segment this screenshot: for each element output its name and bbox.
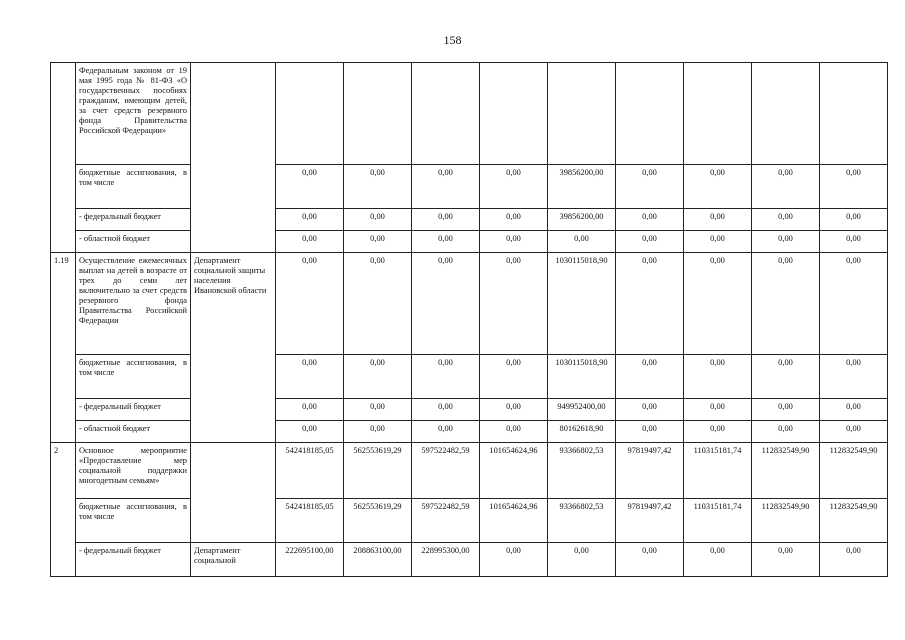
value-cell: 97819497,42: [616, 443, 684, 499]
value-cell: 0,00: [684, 231, 752, 253]
value-cell: 1030115018,90: [548, 253, 616, 355]
value-cell: 0,00: [412, 421, 480, 443]
value-cell: 0,00: [752, 355, 820, 399]
row-description: - федеральный бюджет: [76, 399, 191, 421]
value-cell: 0,00: [820, 253, 888, 355]
value-cell: 0,00: [480, 399, 548, 421]
row-description: Федеральным законом от 19 мая 1995 года № 81-ФЗ «О государственных пособиях гражданам, имеющим детей, за счет средств резервного фонда Правительства Российской Федерации»: [76, 63, 191, 165]
row-description: Осуществление ежемесячных выплат на детей в возрасте от трех до семи лет включительно за счет средств резервного фонда Правительства Российской Федерации: [76, 253, 191, 355]
table-row: [51, 63, 888, 165]
table-row: [51, 355, 888, 399]
table-row: [51, 209, 888, 231]
value-cell: 0,00: [684, 399, 752, 421]
value-cell: 0,00: [684, 355, 752, 399]
value-cell: 0,00: [480, 253, 548, 355]
value-cell: 39856200,00: [548, 165, 616, 209]
value-cell: 0,00: [820, 209, 888, 231]
row-description: бюджетные ассигнования, в том числе: [76, 165, 191, 209]
value-cell: 80162618,90: [548, 421, 616, 443]
value-cell: 0,00: [752, 399, 820, 421]
value-cell: 0,00: [752, 543, 820, 577]
value-cell: 0,00: [616, 355, 684, 399]
value-cell: 0,00: [480, 421, 548, 443]
value-cell: 0,00: [480, 165, 548, 209]
value-cell: 0,00: [412, 209, 480, 231]
value-cell: 0,00: [684, 421, 752, 443]
value-cell: 228995300,00: [412, 543, 480, 577]
value-cell: 0,00: [684, 253, 752, 355]
value-cell: 0,00: [344, 355, 412, 399]
value-cell: 597522482,59: [412, 499, 480, 543]
budget-table: [50, 62, 888, 577]
row-department: Департамент социальной: [191, 543, 276, 577]
row-description: - областной бюджет: [76, 421, 191, 443]
value-cell: 208863100,00: [344, 543, 412, 577]
value-cell: 0,00: [752, 253, 820, 355]
value-cell: 93366802,53: [548, 499, 616, 543]
value-cell: 0,00: [820, 231, 888, 253]
table-row: [51, 399, 888, 421]
value-cell: 0,00: [344, 253, 412, 355]
row-index: 2: [51, 443, 76, 577]
value-cell: 0,00: [616, 253, 684, 355]
value-cell: 0,00: [480, 355, 548, 399]
row-department: Департамент социальной защиты населения Ивановской области: [191, 253, 276, 443]
value-cell: 0,00: [344, 231, 412, 253]
value-cell: 1030115018,90: [548, 355, 616, 399]
row-description: бюджетные ассигнования, в том числе: [76, 499, 191, 543]
value-cell: 0,00: [616, 543, 684, 577]
value-cell: 112832549,90: [820, 443, 888, 499]
value-cell: 0,00: [276, 165, 344, 209]
value-cell: 0,00: [548, 543, 616, 577]
value-cell: 39856200,00: [548, 209, 616, 231]
table-row: [51, 421, 888, 443]
table-row: [51, 253, 888, 355]
value-cell: 101654624,96: [480, 499, 548, 543]
value-cell: 0,00: [344, 421, 412, 443]
value-cell: 93366802,53: [548, 443, 616, 499]
value-cell: 0,00: [344, 399, 412, 421]
value-cell: 112832549,90: [752, 499, 820, 543]
table-row: [51, 231, 888, 253]
table-row: [51, 499, 888, 543]
value-cell: 0,00: [276, 209, 344, 231]
row-description: - областной бюджет: [76, 231, 191, 253]
value-cell: 0,00: [752, 209, 820, 231]
table-row: [51, 443, 888, 499]
value-cell: 0,00: [548, 231, 616, 253]
value-cell: 0,00: [820, 421, 888, 443]
value-cell: 0,00: [412, 399, 480, 421]
value-cell: 0,00: [276, 421, 344, 443]
value-cell: 0,00: [684, 543, 752, 577]
value-cell: 0,00: [684, 165, 752, 209]
value-cell: 110315181,74: [684, 499, 752, 543]
value-cell: 0,00: [616, 231, 684, 253]
value-cell: 0,00: [480, 543, 548, 577]
row-description: - федеральный бюджет: [76, 209, 191, 231]
value-cell: 0,00: [276, 231, 344, 253]
value-cell: 0,00: [616, 209, 684, 231]
value-cell: 0,00: [480, 209, 548, 231]
page-number: 158: [443, 33, 462, 47]
value-cell: 101654624,96: [480, 443, 548, 499]
value-cell: 0,00: [276, 355, 344, 399]
value-cell: 562553619,29: [344, 443, 412, 499]
value-cell: 0,00: [412, 231, 480, 253]
row-department: [191, 443, 276, 543]
value-cell: 0,00: [820, 399, 888, 421]
value-cell: 542418185,05: [276, 443, 344, 499]
value-cell: 0,00: [480, 231, 548, 253]
value-cell: 0,00: [820, 165, 888, 209]
value-cell: 0,00: [820, 355, 888, 399]
value-cell: 0,00: [276, 399, 344, 421]
table-row: [51, 165, 888, 209]
value-cell: 597522482,59: [412, 443, 480, 499]
value-cell: 542418185,05: [276, 499, 344, 543]
value-cell: 949952400,00: [548, 399, 616, 421]
value-cell: 0,00: [820, 543, 888, 577]
value-cell: 0,00: [412, 355, 480, 399]
value-cell: 562553619,29: [344, 499, 412, 543]
value-cell: 0,00: [412, 253, 480, 355]
value-cell: 110315181,74: [684, 443, 752, 499]
row-index: 1.19: [51, 253, 76, 443]
value-cell: 222695100,00: [276, 543, 344, 577]
row-index: [51, 63, 76, 253]
row-description: - федеральный бюджет: [76, 543, 191, 577]
row-description: бюджетные ассигнования, в том числе: [76, 355, 191, 399]
value-cell: 0,00: [752, 421, 820, 443]
value-cell: 0,00: [616, 421, 684, 443]
table-row: [51, 543, 888, 577]
value-cell: 0,00: [412, 165, 480, 209]
value-cell: 112832549,90: [752, 443, 820, 499]
value-cell: 0,00: [616, 399, 684, 421]
value-cell: 0,00: [752, 165, 820, 209]
value-cell: 0,00: [344, 165, 412, 209]
value-cell: 112832549,90: [820, 499, 888, 543]
value-cell: 0,00: [616, 165, 684, 209]
value-cell: 0,00: [276, 253, 344, 355]
value-cell: 0,00: [344, 209, 412, 231]
value-cell: 0,00: [752, 231, 820, 253]
row-description: Основное мероприятие «Предоставление мер социальной поддержки многодетным семьям»: [76, 443, 191, 499]
value-cell: 97819497,42: [616, 499, 684, 543]
value-cell: 0,00: [684, 209, 752, 231]
row-department: [191, 63, 276, 253]
